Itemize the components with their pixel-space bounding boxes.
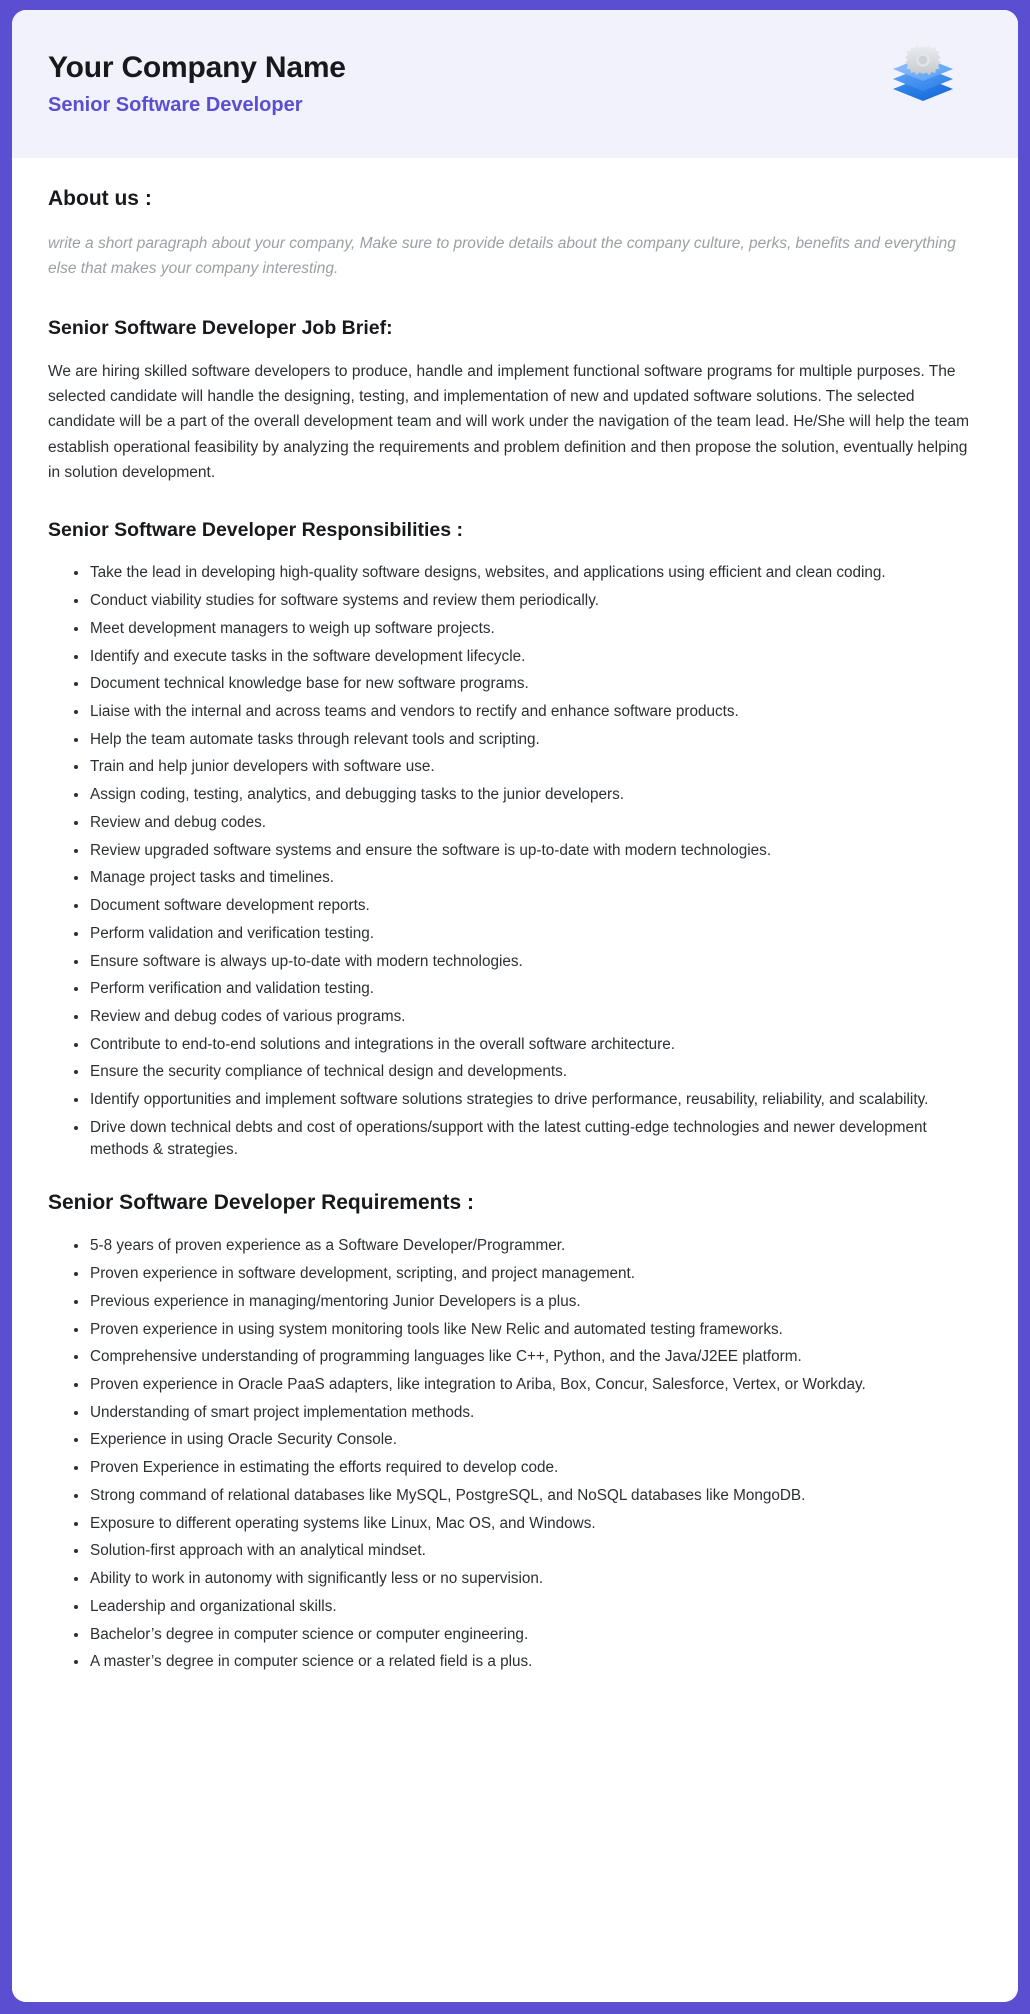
list-item: Leadership and organizational skills. [74,1596,982,1618]
list-item: Drive down technical debts and cost of operations/support with the latest cutting-edge technologies and newer development methods & strategies. [74,1117,982,1160]
list-item: Train and help junior developers with software use. [74,756,982,778]
list-item: 5-8 years of proven experience as a Software Developer/Programmer. [74,1235,982,1257]
document-header [12,10,1018,158]
list-item: Bachelor’s degree in computer science or computer engineering. [74,1624,982,1646]
list-item: Document software development reports. [74,895,982,917]
list-item: Meet development managers to weigh up software projects. [74,618,982,640]
list-item: Comprehensive understanding of programming languages like C++, Python, and the Java/J2EE platform. [74,1346,982,1368]
list-item: Document technical knowledge base for new software programs. [74,673,982,695]
responsibilities-list [48,562,982,1160]
job-description-card [12,10,1018,2002]
responsibilities-heading: Senior Software Developer Responsibilities : [48,519,464,542]
list-item: Previous experience in managing/mentoring Junior Developers is a plus. [74,1291,982,1313]
list-item: Experience in using Oracle Security Console. [74,1429,982,1451]
list-item: Assign coding, testing, analytics, and debugging tasks to the junior developers. [74,784,982,806]
job-brief-paragraph: We are hiring skilled software developers to produce, handle and implement functional software programs for multiple purposes. The selected candidate will handle the designing, testing, and implementation of new and updated software solutions. The selected candidate will be a part of the overall development team and will work under the navigation of the team lead. He/She will help the team establish operational feasibility by analyzing the requirements and problem definition and then propose the solution, eventually helping in solution development. [48,362,970,481]
layers-gear-icon [880,40,966,126]
list-item: Exposure to different operating systems like Linux, Mac OS, and Windows. [74,1513,982,1535]
company-name: Your Company Name [48,50,346,84]
about-us-paragraph: write a short paragraph about your company, Make sure to provide details about the company culture, perks, benefits and everything else that makes your company interesting. [48,235,956,278]
list-item: A master’s degree in computer science or a related field is a plus. [74,1651,982,1673]
list-item: Review and debug codes. [74,812,982,834]
bottom-spacer [48,1679,982,1707]
list-item: Ensure software is always up-to-date with modern technologies. [74,951,982,973]
list-item: Take the lead in developing high-quality software designs, websites, and applications using efficient and clean coding. [74,562,982,584]
list-item: Conduct viability studies for software systems and review them periodically. [74,590,982,612]
about-us-heading: About us : [48,187,152,210]
list-item: Identify and execute tasks in the software development lifecycle. [74,646,982,668]
list-item: Perform validation and verification testing. [74,923,982,945]
job-title: Senior Software Developer [48,93,303,116]
header-text-block [48,51,346,116]
requirements-list [48,1235,982,1673]
list-item: Understanding of smart project implementation methods. [74,1402,982,1424]
list-item: Liaise with the internal and across teams and vendors to rectify and enhance software products. [74,701,982,723]
list-item: Proven Experience in estimating the efforts required to develop code. [74,1457,982,1479]
list-item: Review upgraded software systems and ensure the software is up-to-date with modern technologies. [74,840,982,862]
list-item: Help the team automate tasks through relevant tools and scripting. [74,729,982,751]
document-body [12,158,1018,2002]
list-item: Perform verification and validation testing. [74,978,982,1000]
list-item: Solution-first approach with an analytical mindset. [74,1540,982,1562]
job-brief-heading: Senior Software Developer Job Brief: [48,317,393,340]
list-item: Identify opportunities and implement software solutions strategies to drive performance, reusability, reliability, and scalability. [74,1089,982,1111]
list-item: Ability to work in autonomy with significantly less or no supervision. [74,1568,982,1590]
requirements-heading: Senior Software Developer Requirements : [48,1191,474,1215]
list-item: Proven experience in using system monitoring tools like New Relic and automated testing frameworks. [74,1319,982,1341]
list-item: Review and debug codes of various programs. [74,1006,982,1028]
list-item: Strong command of relational databases like MySQL, PostgreSQL, and NoSQL databases like MongoDB. [74,1485,982,1507]
list-item: Manage project tasks and timelines. [74,867,982,889]
list-item: Proven experience in software development, scripting, and project management. [74,1263,982,1285]
list-item: Proven experience in Oracle PaaS adapters, like integration to Ariba, Box, Concur, Salesforce, Vertex, or Workday. [74,1374,982,1396]
list-item: Ensure the security compliance of technical design and developments. [74,1061,982,1083]
list-item: Contribute to end-to-end solutions and integrations in the overall software architecture. [74,1034,982,1056]
